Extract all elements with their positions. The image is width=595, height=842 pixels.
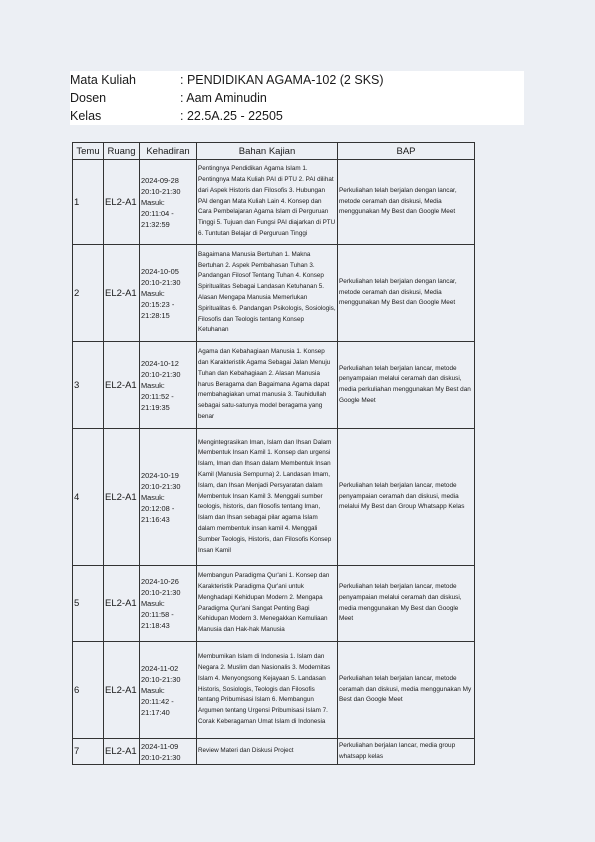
col-header-bap: BAP bbox=[338, 143, 475, 160]
kehadiran-jam: 20:10-21:30 bbox=[141, 674, 181, 684]
cell-bahan-kajian: Mengintegrasikan Iman, Islam dan Ihsan Dalam Membentuk Insan Kamil 1. Konsep dan urgensi Islam, Iman dan Ihsan dalam Membentuk Insan Kamil (Manusia Sempurna) 2. Landasan Imam, Islam, dan Ihsan Menjadi Persyaratan dalam Membentuk Insan Kamil 3. Menggali sumber teologis, historis, dan filosofis tentang Iman, Islam dan Ihsan sebagai pilar agama Islam dalam membentuk insan kamil 4. Menggali Sumber Teologis, Historis, dan Filosofis Konsep Insan Kamil bbox=[197, 429, 338, 566]
kelas-value: : 22.5A.25 - 22505 bbox=[180, 109, 283, 123]
cell-ruang: EL2-A1 bbox=[104, 160, 140, 245]
cell-bap: Perkuliahan berjalan lancar, media group whatsapp kelas bbox=[338, 739, 475, 765]
kehadiran-masuk-label: Masuk: bbox=[141, 599, 165, 608]
kehadiran-keluar: 21:28:15 bbox=[141, 310, 170, 320]
kehadiran-masuk-label: Masuk: bbox=[141, 492, 165, 502]
kehadiran-jam: 20:10-21:30 bbox=[141, 588, 181, 597]
mata-kuliah-row bbox=[70, 71, 524, 89]
cell-kehadiran bbox=[140, 342, 197, 429]
course-info bbox=[70, 71, 524, 125]
col-header-bahan-kajian: Bahan Kajian bbox=[197, 143, 338, 160]
kelas-row bbox=[70, 107, 524, 125]
kelas-label: Kelas bbox=[70, 109, 102, 123]
table-row bbox=[73, 642, 475, 739]
cell-bap: Perkuliahan telah berjalan lancar, metode ceramah dan diskusi, media menggunakan My Best dan Google Meet bbox=[338, 642, 475, 739]
cell-bahan-kajian: Pentingnya Pendidikan Agama Islam 1. Pentingnya Mata Kuliah PAI di PTU 2. PAI dilihat dari Aspek Historis dan Filosofis 3. Hubungan PAI dengan Mata Kuliah Lain 4. Konsep dan Cara Pembelajaran Agama Islam di Perguruan Tinggi 5. Tujuan dan Fungsi PAI diajarkan di PTU 6. Tuntutan Belajar di Perguruan Tinggi bbox=[197, 160, 338, 245]
kehadiran-tanggal: 2024-11-09 bbox=[141, 741, 179, 751]
cell-kehadiran bbox=[140, 642, 197, 739]
cell-temu: 2 bbox=[73, 245, 104, 342]
cell-ruang: EL2-A1 bbox=[104, 342, 140, 429]
cell-bap: Perkuliahan telah berjalan lancar, metode penyampaian melalui ceramah dan diskusi, media perkuliahan menggunakan My Best dan Google Meet bbox=[338, 342, 475, 429]
table-row bbox=[73, 739, 475, 765]
kehadiran-keluar: 21:19:35 bbox=[141, 402, 170, 412]
cell-temu: 5 bbox=[73, 566, 104, 642]
kehadiran-tanggal: 2024-10-05 bbox=[141, 266, 179, 276]
kehadiran-tanggal: 2024-09-28 bbox=[141, 175, 179, 185]
kehadiran-keluar: 21:18:43 bbox=[141, 621, 170, 630]
cell-temu: 7 bbox=[73, 739, 104, 765]
attendance-table bbox=[72, 142, 475, 765]
dosen-value: : Aam Aminudin bbox=[180, 91, 267, 105]
kehadiran-keluar: 21:16:43 bbox=[141, 514, 170, 524]
kehadiran-tanggal: 2024-10-12 bbox=[141, 358, 179, 368]
kehadiran-tanggal: 2024-11-02 bbox=[141, 663, 179, 673]
table-row bbox=[73, 245, 475, 342]
table-header-row bbox=[73, 143, 475, 160]
mata-kuliah-value: : PENDIDIKAN AGAMA-102 (2 SKS) bbox=[180, 73, 384, 87]
kehadiran-masuk: 20:12:08 - bbox=[141, 503, 175, 513]
kehadiran-masuk: 20:11:52 - bbox=[141, 391, 174, 401]
cell-bap: Perkuliahan telah berjalan lancar, metode penyampaian ceramah dan diskusi, media melalui My Best dan Group Whatsapp Kelas bbox=[338, 429, 475, 566]
cell-ruang: EL2-A1 bbox=[104, 739, 140, 765]
cell-bahan-kajian: Review Materi dan Diskusi Project bbox=[197, 739, 338, 765]
table-row bbox=[73, 566, 475, 642]
cell-kehadiran bbox=[140, 429, 197, 566]
kehadiran-jam: 20:10-21:30 bbox=[141, 277, 181, 287]
kehadiran-masuk-label: Masuk: bbox=[141, 197, 165, 207]
cell-bahan-kajian: Membangun Paradigma Qur'ani 1. Konsep dan Karakteristik Paradigma Qur'ani untuk Menghadapi Kehidupan Modern 2. Mengapa Paradigma Qur'ani Sangat Penting Bagi Kehidupan Modern 3. Menegakkan Kemuliaan Manusia dan Hak-hak Manusia bbox=[197, 566, 338, 642]
kehadiran-masuk: 20:15:23 - bbox=[141, 299, 175, 309]
kehadiran-masuk: 20:11:04 - bbox=[141, 208, 174, 218]
kehadiran-masuk: 20:11:58 - bbox=[141, 610, 174, 619]
cell-temu: 1 bbox=[73, 160, 104, 245]
kehadiran-tanggal: 2024-10-26 bbox=[141, 577, 179, 586]
kehadiran-jam: 20:10-21:30 bbox=[141, 752, 181, 762]
cell-kehadiran bbox=[140, 160, 197, 245]
dosen-label: Dosen bbox=[70, 91, 107, 105]
cell-ruang: EL2-A1 bbox=[104, 642, 140, 739]
cell-ruang: EL2-A1 bbox=[104, 429, 140, 566]
cell-ruang: EL2-A1 bbox=[104, 566, 140, 642]
col-header-temu: Temu bbox=[73, 143, 104, 160]
dosen-row bbox=[70, 89, 524, 107]
kehadiran-tanggal: 2024-10-19 bbox=[141, 470, 179, 480]
table-row bbox=[73, 342, 475, 429]
kehadiran-keluar: 21:17:40 bbox=[141, 707, 170, 717]
kehadiran-masuk-label: Masuk: bbox=[141, 288, 165, 298]
cell-bap: Perkuliahan telah berjalan lancar, metode penyampaian melalui ceramah dan diskusi, media menggunakan My Best dan Google Meet bbox=[338, 566, 475, 642]
table-row bbox=[73, 429, 475, 566]
cell-temu: 3 bbox=[73, 342, 104, 429]
cell-bap: Perkuliahan telah berjalan dengan lancar, metode ceramah dan diskusi, Media menggunakan My Best dan Google Meet bbox=[338, 160, 475, 245]
kehadiran-jam: 20:10-21:30 bbox=[141, 481, 181, 491]
cell-bahan-kajian: Bagaimana Manusia Bertuhan 1. Makna Bertuhan 2. Aspek Pembahasan Tuhan 3. Pandangan Filosof Tentang Tuhan 4. Konsep Spiritualitas Sebagai Landasan Ketuhanan 5. Alasan Mengapa Manusia Memerlukan Spiritualitas 6. Pandangan Psikologis, Sosiologis, Filosofis dan Teologis tentang Konsep Ketuhanan bbox=[197, 245, 338, 342]
col-header-kehadiran: Kehadiran bbox=[140, 143, 197, 160]
mata-kuliah-label: Mata Kuliah bbox=[70, 73, 137, 87]
cell-bap: Perkuliahan telah berjalan dengan lancar, metode ceramah dan diskusi, Media menggunakan My Best dan Google Meet bbox=[338, 245, 475, 342]
kehadiran-masuk-label: Masuk: bbox=[141, 685, 165, 695]
kehadiran-masuk: 20:11:42 - bbox=[141, 696, 174, 706]
kehadiran-jam: 20:10-21:30 bbox=[141, 186, 181, 196]
cell-kehadiran bbox=[140, 566, 197, 642]
cell-ruang: EL2-A1 bbox=[104, 245, 140, 342]
cell-temu: 6 bbox=[73, 642, 104, 739]
cell-temu: 4 bbox=[73, 429, 104, 566]
kehadiran-keluar: 21:32:59 bbox=[141, 219, 170, 229]
cell-bahan-kajian: Agama dan Kebahagiaan Manusia 1. Konsep dan Karakteristik Agama Sebagai Jalan Menuju Tuhan dan Kebahagiaan 2. Alasan Manusia harus Beragama dan Bagaimana Agama dapat membahagiakan umat manusia 3. Tauhidullah sebagai satu-satunya model beragama yang benar bbox=[197, 342, 338, 429]
kehadiran-masuk-label: Masuk: bbox=[141, 380, 165, 390]
cell-bahan-kajian: Membumikan Islam di Indonesia 1. Islam dan Negara 2. Muslim dan Nasionalis 3. Modernitas Islam 4. Menyongsong Kejayaan 5. Landasan Historis, Sosiologis, Teologis dan Filosofis tentang Pribumisasi Islam 6. Membangun Argumen tentang Urgensi Pribumisasi Islam 7. Corak Keberagaman Umat Islam di Indonesia bbox=[197, 642, 338, 739]
col-header-ruang: Ruang bbox=[104, 143, 140, 160]
cell-kehadiran bbox=[140, 245, 197, 342]
cell-kehadiran bbox=[140, 739, 197, 765]
table-row bbox=[73, 160, 475, 245]
kehadiran-jam: 20:10-21:30 bbox=[141, 369, 181, 379]
